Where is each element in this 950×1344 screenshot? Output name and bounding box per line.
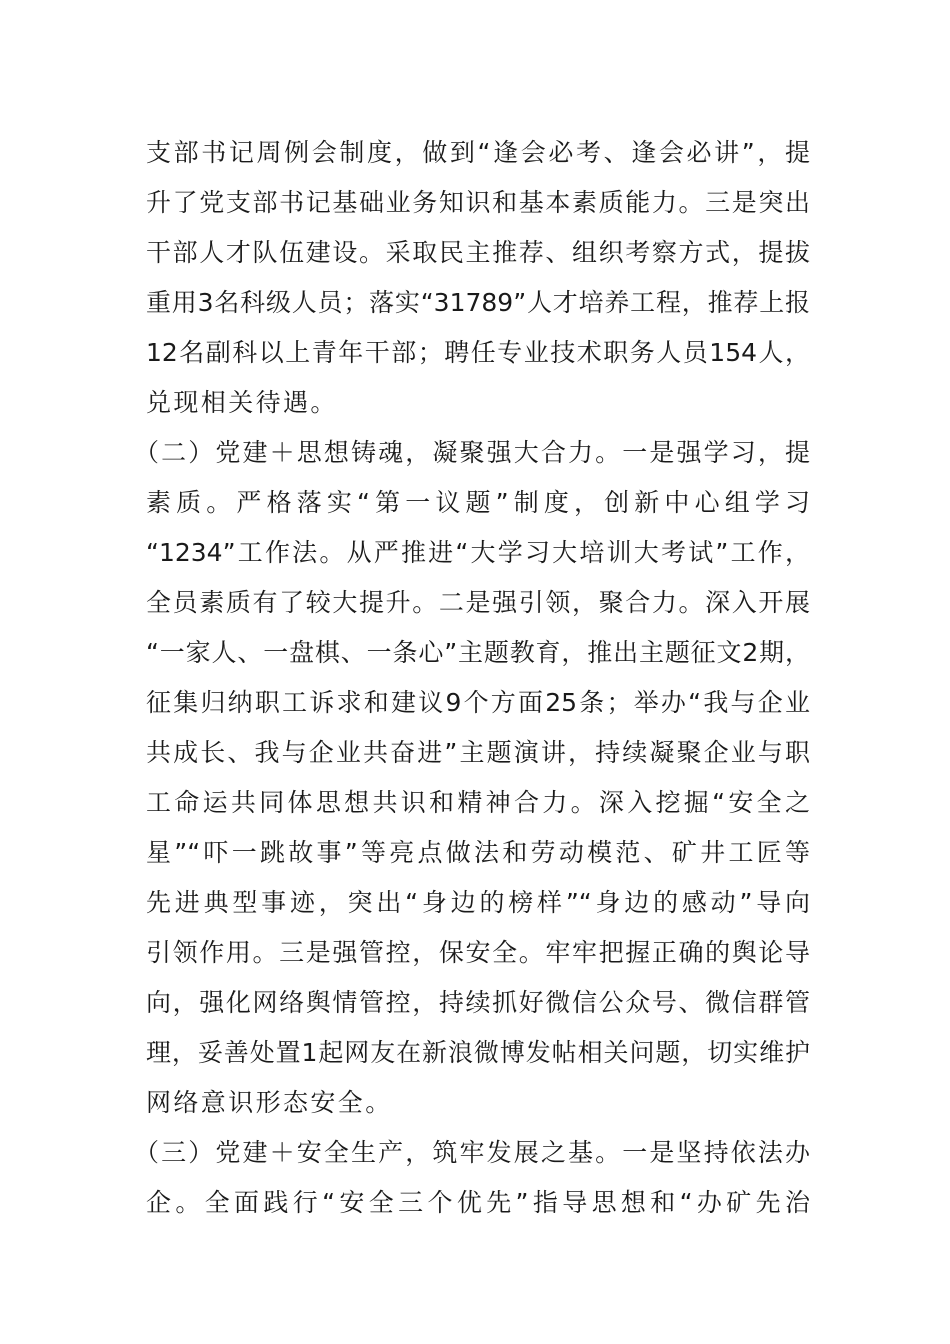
section-heading-line: （二）党建＋思想铸魂，凝聚强大合力。一是强学习，提 xyxy=(134,438,810,467)
text-line: 向，强化网络舆情管控，持续抓好微信公众号、微信群管 xyxy=(146,988,810,1017)
text-line: 网络意识形态安全。 xyxy=(146,1088,393,1117)
text-line: 12名副科以上青年干部；聘任专业技术职务人员154人， xyxy=(146,338,810,367)
text-line: 企。全面践行“安全三个优先”指导思想和“办矿先治 xyxy=(146,1188,810,1217)
text-line: 升了党支部书记基础业务知识和基本素质能力。三是突出 xyxy=(146,188,810,217)
text-line: 素质。严格落实“第一议题”制度，创新中心组学习 xyxy=(146,488,810,517)
text-line: “一家人、一盘棋、一条心”主题教育，推出主题征文2期， xyxy=(146,638,810,667)
text-line: 理，妥善处置1起网友在新浪微博发帖相关问题，切实维护 xyxy=(146,1038,810,1067)
text-line: 先进典型事迹，突出“身边的榜样”“身边的感动”导向 xyxy=(146,888,810,917)
section-heading-line: （三）党建＋安全生产，筑牢发展之基。一是坚持依法办 xyxy=(134,1138,810,1167)
text-line: 工命运共同体思想共识和精神合力。深入挖掘“安全之 xyxy=(146,788,810,817)
text-line: 兑现相关待遇。 xyxy=(146,388,338,417)
text-line: 重用3名科级人员；落实“31789”人才培养工程，推荐上报 xyxy=(146,288,810,317)
text-line: 干部人才队伍建设。采取民主推荐、组织考察方式，提拔 xyxy=(146,238,810,267)
text-line: 支部书记周例会制度，做到“逢会必考、逢会必讲”，提 xyxy=(146,138,810,167)
text-line: 引领作用。三是强管控，保安全。牢牢把握正确的舆论导 xyxy=(146,938,810,967)
text-line: “1234”工作法。从严推进“大学习大培训大考试”工作， xyxy=(146,538,810,567)
text-line: 全员素质有了较大提升。二是强引领，聚合力。深入开展 xyxy=(146,588,810,617)
text-line: 星”“吓一跳故事”等亮点做法和劳动模范、矿井工匠等 xyxy=(146,838,810,867)
text-line: 征集归纳职工诉求和建议9个方面25条；举办“我与企业 xyxy=(146,688,810,717)
text-line: 共成长、我与企业共奋进”主题演讲，持续凝聚企业与职 xyxy=(146,738,810,767)
body-text xyxy=(134,128,810,1228)
